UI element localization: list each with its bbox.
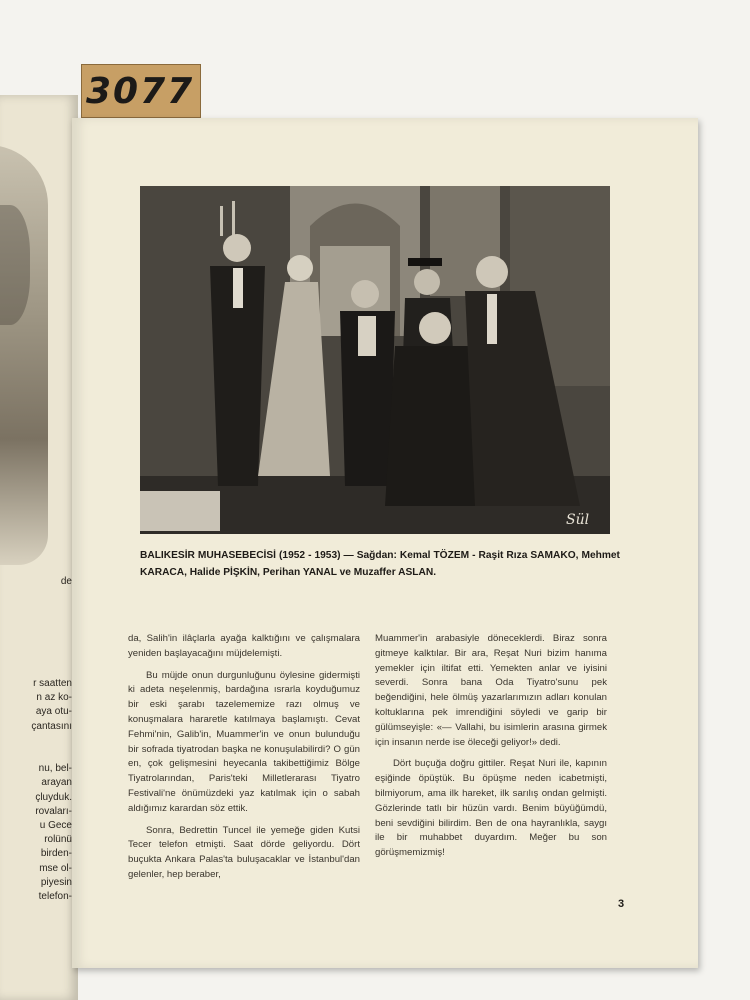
left-text-line: arayan	[41, 777, 72, 789]
left-text-line: r saatten	[33, 678, 72, 689]
left-text-line: n az ko-	[36, 692, 72, 704]
paragraph: Sonra, Bedrettin Tuncel ile yemeğe giden Kutsi Tecer telefon etmişti. Saat dörde geliyordu. Dört buçukta Ankara Palas'ta buluşacaklar ve İstanbul'dan gelenler, hep beraber,	[128, 824, 360, 880]
portrait-photo-fragment	[0, 145, 48, 565]
left-text-line: rolünü	[44, 834, 72, 846]
left-text-line: telefon-	[38, 891, 72, 903]
left-text-line: çluyduk.	[35, 791, 72, 803]
left-text-line	[0, 748, 72, 762]
magazine-page	[72, 118, 698, 968]
left-text-line: u Gece	[39, 820, 72, 832]
text-column-right	[375, 632, 607, 868]
left-text-line: birden-	[40, 848, 72, 860]
previous-page	[0, 95, 78, 1000]
paragraph: Bu müjde onun durgunluğunu öylesine gidermişti ki adeta neşelenmiş, bardağına ısrarla koyduğumuz bir eski şarabı tazelememize razı olmuş ve konuşmalara hararetle katılmaya başlamıştı. Cevat Fehmi'nin, Galib'in, Muammer'in ve onun bulunduğu bir sofrada tiyatrodan başka ne konuşulabilirdi? O gün en, çok gelişmesini heyecanla takibettiğimiz Bölge Tiyatrolarından, Paris'teki Milletlerarası Tiyatro Festivali'ne önümüzdeki yaz katılmak için o sabah aldığımız karardan söz ettik.	[128, 669, 360, 814]
stage-photo-illustration	[140, 186, 610, 534]
left-text-line: rovaları-	[35, 805, 72, 817]
caption-title: BALIKESİR MUHASEBECİSİ	[140, 550, 277, 561]
left-text-line: nu, bel-	[38, 763, 72, 775]
left-page-text-lower	[0, 677, 78, 904]
paragraph: Muammer'in arabasiyle döneceklerdi. Biraz sonra gitmeye kalktılar. Bir ara, Reşat Nuri bizim hanıma yemekler için iltifat etti. Yemekten anlar ve iyisini severdi. Sonra bana Oda Tiyatro'sunu pek beğendiğini, hele ölmüş yazarlarımızın adları konulan koltuklarına pek imrendiğini söyledi ve garip bir gülümseyişle: «— Vallahi, bu isimlerin arasına girmek için insanın nerde ise öleceği geliyor!» dedi.	[375, 633, 607, 748]
left-page-text-upper	[0, 575, 78, 589]
page-number: 3	[618, 898, 625, 910]
left-text-line: çantasını	[31, 720, 72, 732]
left-text-line: piyesin	[40, 876, 72, 888]
left-text-line: mse ol-	[39, 862, 72, 874]
caption-years: (1952 - 1953)	[279, 550, 341, 561]
paragraph: da, Salih'in ilâçlarla ayağa kalktığını ve çalışmalara yeniden başlayacağını müjdelemişti.	[128, 633, 360, 659]
text-column-left	[128, 632, 360, 890]
inventory-sticker: 3077	[81, 64, 201, 118]
left-text-line: aya otu-	[35, 706, 72, 718]
left-text-line	[0, 734, 72, 748]
stage-photo	[140, 186, 610, 534]
photo-signature: Sül	[566, 512, 590, 528]
photo-caption	[140, 547, 620, 581]
left-text-line: de	[60, 576, 72, 587]
paragraph: Dört buçuğa doğru gittiler. Reşat Nuri ile, kapının eşiğinde öpüştük. Bu öpüşme neden icabetmişti, bilmiyorum, ama ilk hareket, ilk sarılış ondan gelmişti. Gözlerinde tatlı bir hüzün vardı. Benim büyüğümdü, beni sevdiğini bilirdim. Ben de ona hayranlıkla, saygı ile bir muhabbet duyardım. Meğer bu son görüşmemizmiş!	[375, 758, 607, 859]
caption-text: — Sağdan: Kemal TÖZEM - Raşit Rıza SAMAKO, Mehmet KARACA, Halide PİŞKİN, Perihan YANAL ve Muzaffer ASLAN.	[140, 550, 620, 578]
